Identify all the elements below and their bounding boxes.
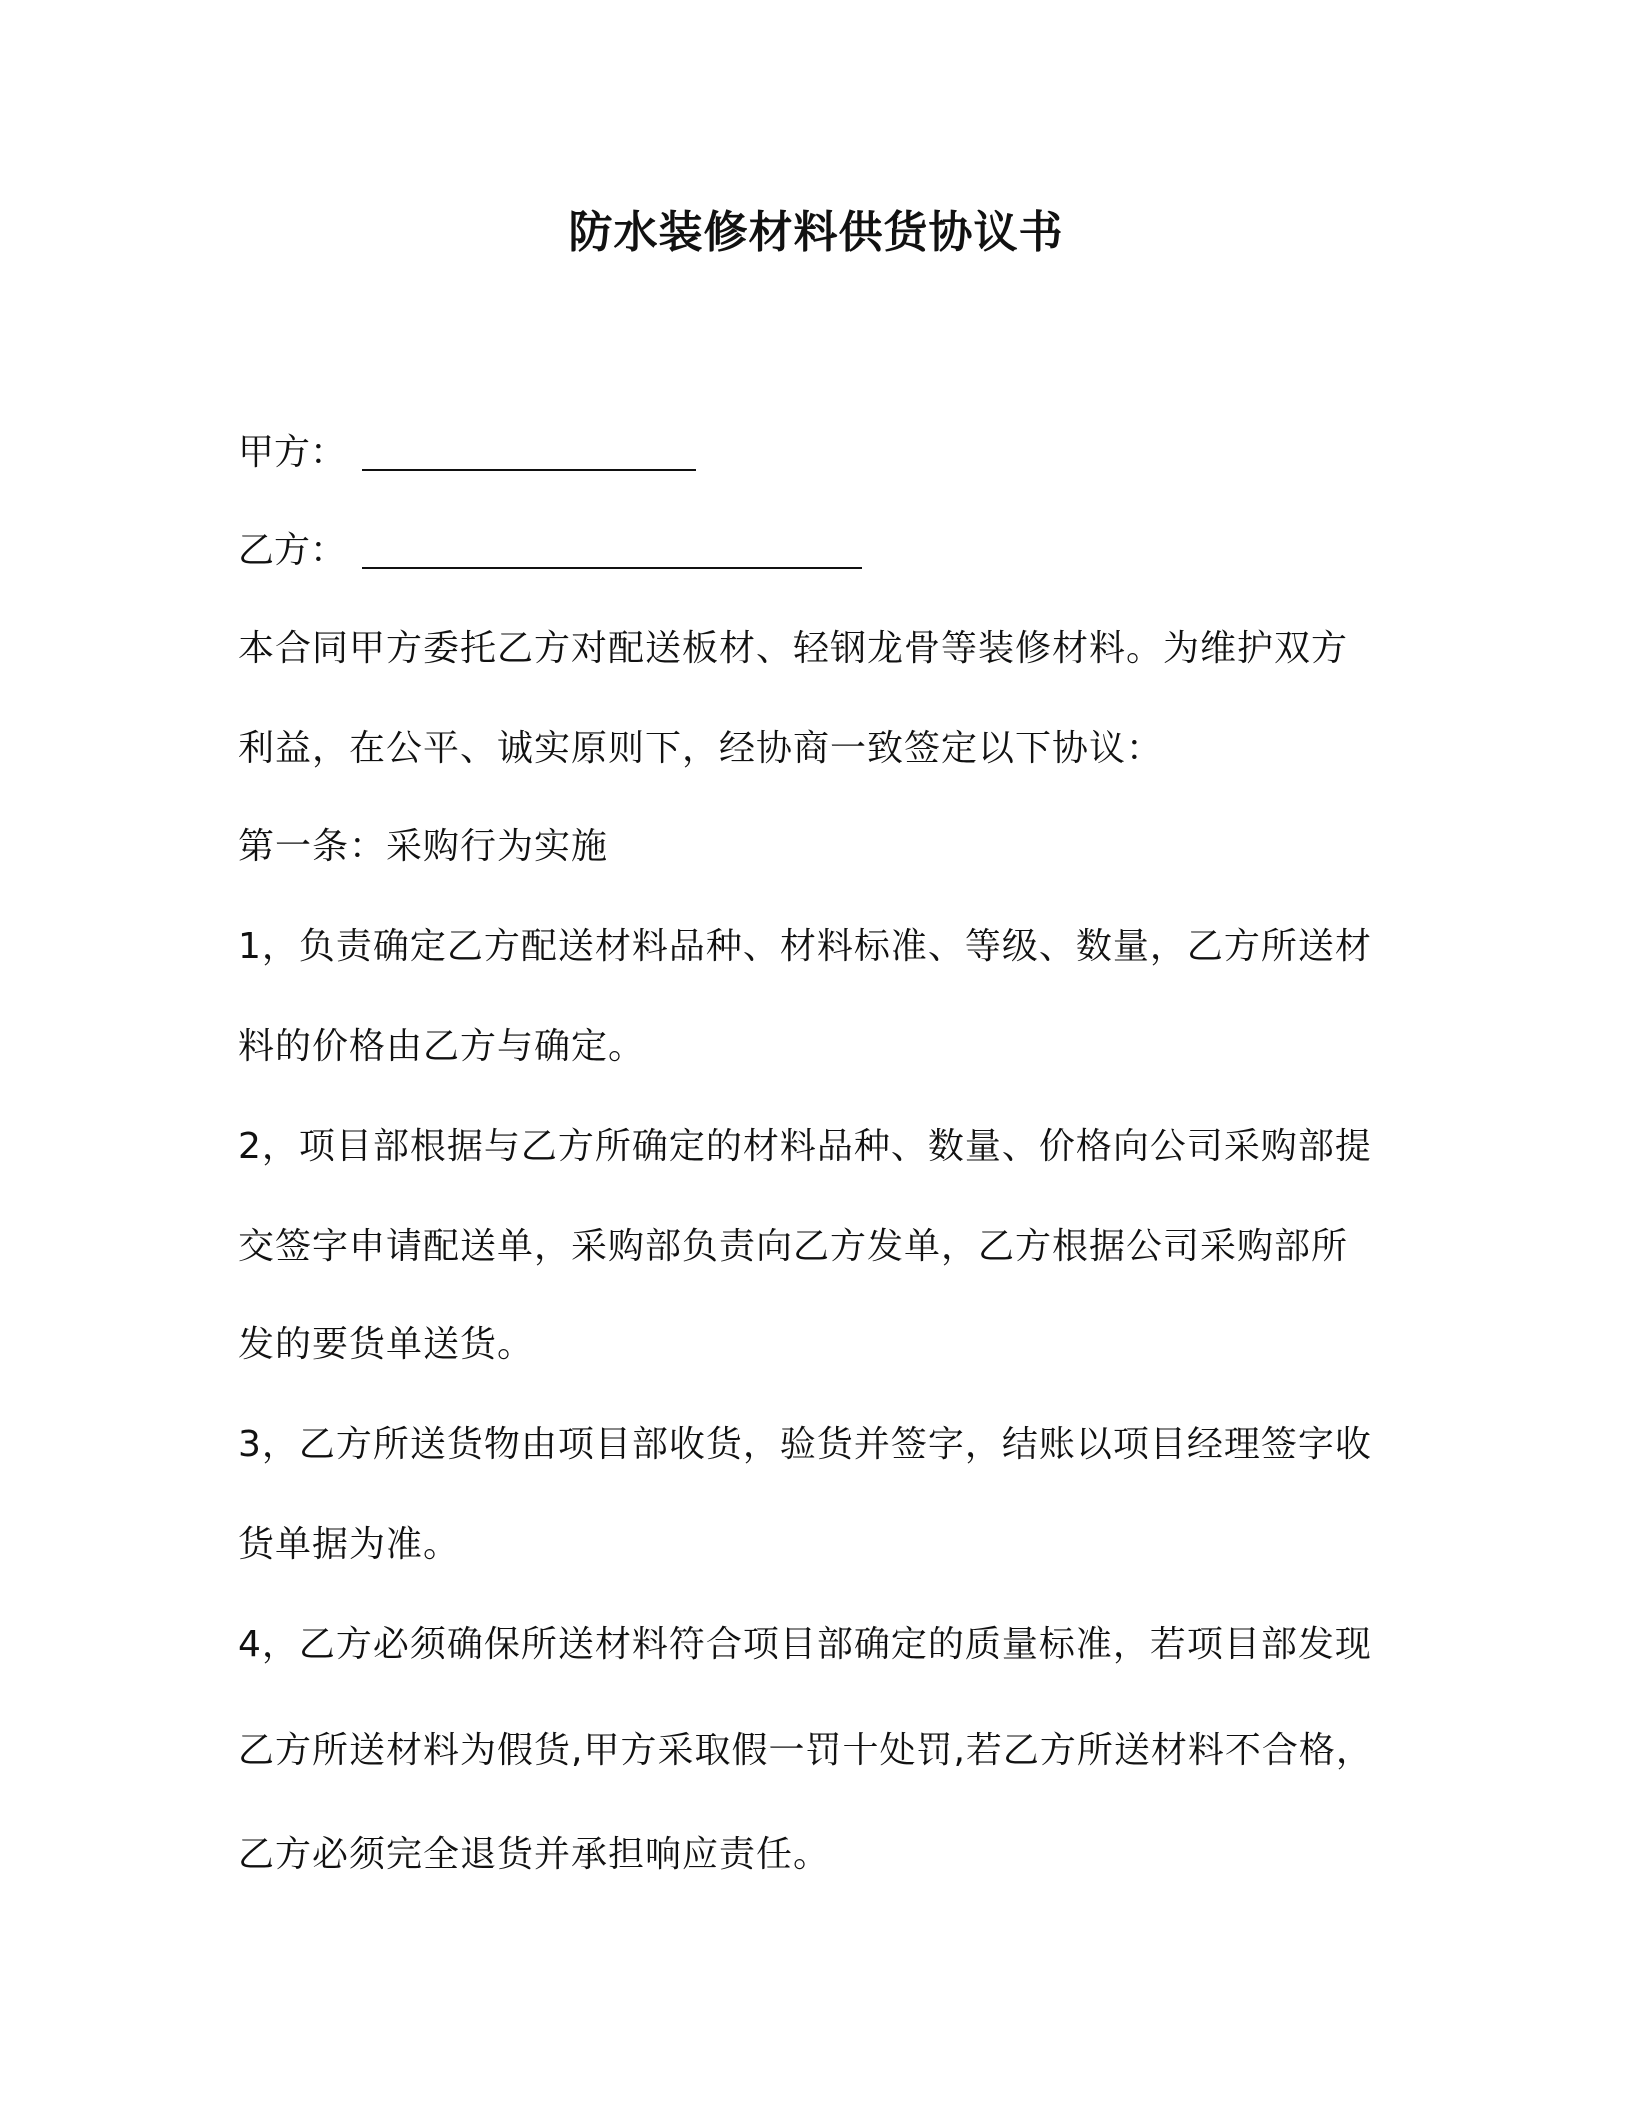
paragraph-line: 4，乙方必须确保所送材料符合项目部确定的质量标准，若项目部发现	[238, 1624, 1372, 1665]
paragraph-line: 料的价格由乙方与确定。	[238, 1026, 646, 1067]
paragraph-line: 发的要货单送货。	[238, 1324, 535, 1365]
party-b-row	[238, 522, 862, 573]
paragraph-line: 交签字申请配送单，采购部负责向乙方发单，乙方根据公司采购部所	[238, 1226, 1349, 1267]
paragraph-line: 乙方必须完全退货并承担响应责任。	[238, 1834, 831, 1875]
party-a-row	[238, 424, 696, 475]
document-title: 防水装修材料供货协议书	[568, 207, 1064, 258]
paragraph-line: 本合同甲方委托乙方对配送板材、轻钢龙骨等装修材料。为维护双方	[238, 628, 1349, 669]
party-a-label: 甲方：	[238, 432, 347, 473]
paragraph-line: 2，项目部根据与乙方所确定的材料品种、数量、价格向公司采购部提	[238, 1126, 1372, 1167]
section-heading: 第一条：采购行为实施	[238, 826, 609, 867]
party-b-label: 乙方：	[238, 530, 347, 571]
paragraph-line: 1，负责确定乙方配送材料品种、材料标准、等级、数量，乙方所送材	[238, 926, 1372, 967]
paragraph-line: 3，乙方所送货物由项目部收货，验货并签字，结账以项目经理签字收	[238, 1424, 1372, 1465]
party-b-blank	[362, 537, 862, 569]
paragraph-line: 利益，在公平、诚实原则下，经协商一致签定以下协议：	[238, 728, 1164, 769]
paragraph-line: 乙方所送材料为假货,甲方采取假一罚十处罚,若乙方所送材料不合格，	[238, 1730, 1373, 1771]
paragraph-line: 货单据为准。	[238, 1524, 461, 1565]
party-a-blank	[362, 439, 696, 471]
